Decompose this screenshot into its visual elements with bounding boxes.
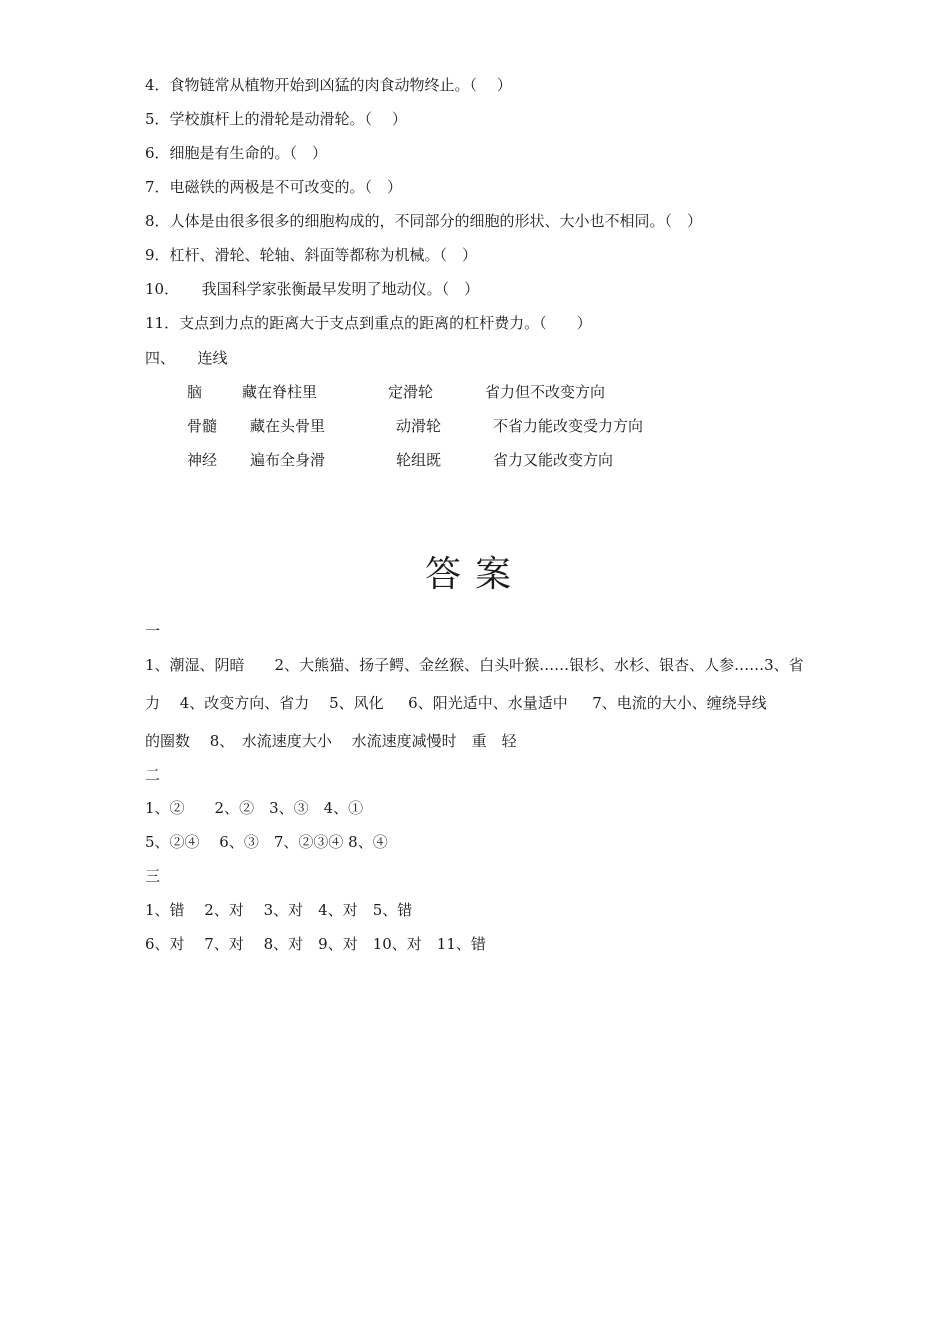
matching-property: 省力但不改变方向 — [485, 383, 606, 401]
judgment-item-7: 7．电磁铁的两极是不可改变的。（ ） — [145, 178, 403, 196]
judgment-item-5: 5．学校旗杆上的滑轮是动滑轮。（ ） — [145, 110, 407, 128]
answers-section-1-line: 1、潮湿、阴暗 2、大熊猫、扬子鳄、金丝猴、白头叶猴……银杉、水杉、银杏、人参……3、省 — [145, 656, 804, 674]
judgment-item-10: 10． 我国科学家张衡最早发明了地动仪。（ ） — [145, 280, 480, 298]
answers-section-2-line: 5、②④ 6、③ 7、②③④ 8、④ — [145, 833, 388, 851]
judgment-item-6: 6．细胞是有生命的。（ ） — [145, 144, 328, 162]
judgment-item-9: 9．杠杆、滑轮、轮轴、斜面等都称为机械。（ ） — [145, 246, 478, 264]
matching-heading: 四、 连线 — [145, 349, 228, 367]
answers-section-3-line: 1、错 2、对 3、对 4、对 5、错 — [145, 901, 413, 919]
matching-organ: 骨髓 — [187, 417, 218, 435]
matching-pulley: 动滑轮 — [396, 417, 442, 435]
matching-property: 省力又能改变方向 — [493, 451, 614, 469]
answers-section-3-label: 三 — [145, 867, 161, 885]
answers-section-1-line: 的圈数 8、 水流速度大小 水流速度减慢时 重 轻 — [145, 732, 517, 750]
judgment-item-4: 4．食物链常从植物开始到凶猛的肉食动物终止。（ ） — [145, 76, 512, 94]
matching-property: 不省力能改变受力方向 — [493, 417, 644, 435]
matching-location: 遍布全身滑 — [250, 451, 326, 469]
answers-section-1-line: 力 4、改变方向、省力 5、风化 6、阳光适中、水量适中 7、电流的大小、缠绕导线 — [145, 694, 767, 712]
matching-pulley: 定滑轮 — [388, 383, 434, 401]
judgment-item-8: 8．人体是由很多很多的细胞构成的，不同部分的细胞的形状、大小也不相同。（ ） — [145, 212, 703, 230]
judgment-item-11: 11．支点到力点的距离大于支点到重点的距离的杠杆费力。（ ） — [145, 314, 592, 332]
answers-section-2-line: 1、② 2、② 3、③ 4、① — [145, 799, 364, 817]
matching-location: 藏在脊柱里 — [242, 383, 318, 401]
matching-pulley: 轮组既 — [396, 451, 442, 469]
matching-organ: 神经 — [187, 451, 218, 469]
matching-location: 藏在头骨里 — [250, 417, 326, 435]
answers-title: 答案 — [424, 554, 525, 595]
answers-section-3-line: 6、对 7、对 8、对 9、对 10、对 11、错 — [145, 935, 486, 953]
matching-organ: 脑 — [187, 383, 203, 401]
answers-section-2-label: 二 — [145, 766, 161, 784]
answers-section-1-label: 一 — [145, 622, 161, 640]
